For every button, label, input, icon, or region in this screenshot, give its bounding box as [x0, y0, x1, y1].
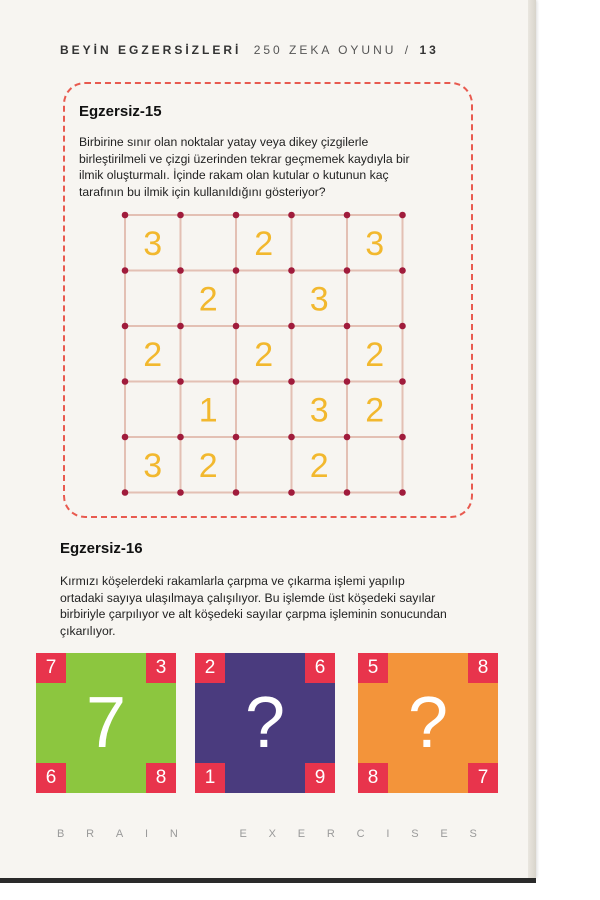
- grid-dot[interactable]: [344, 212, 351, 219]
- grid-cell-number: 3: [143, 446, 163, 485]
- grid-dot[interactable]: [122, 378, 129, 385]
- corner-top-left: 2: [195, 653, 225, 683]
- corner-bottom-left: 1: [195, 763, 225, 793]
- exercise16-description: [60, 573, 447, 639]
- corner-bottom-left: 8: [358, 763, 388, 793]
- corner-bottom-right: 9: [305, 763, 335, 793]
- footer-letter: C: [356, 828, 365, 840]
- exercise15-title: Egzersiz-15: [79, 103, 162, 120]
- number-square-3: [358, 653, 498, 793]
- footer-letter: A: [115, 828, 124, 840]
- corner-top-left: 7: [36, 653, 66, 683]
- grid-dot[interactable]: [122, 323, 129, 330]
- grid-dot[interactable]: [344, 489, 351, 496]
- corner-top-left: 5: [358, 653, 388, 683]
- grid-cell-number: 2: [365, 335, 385, 374]
- number-square-2: [195, 653, 335, 793]
- grid-dot[interactable]: [233, 323, 240, 330]
- grid-dot[interactable]: [233, 434, 240, 441]
- exercise16-description-line: Kırmızı köşelerdeki rakamlarla çarpma ve çıkarma işlemi yapılıp: [60, 574, 405, 588]
- footer-letter: E: [440, 828, 448, 840]
- grid-dot[interactable]: [177, 434, 184, 441]
- footer-letter: R: [326, 828, 335, 840]
- exercise16-title: Egzersiz-16: [60, 540, 143, 557]
- grid-dot[interactable]: [177, 378, 184, 385]
- grid-dot[interactable]: [399, 434, 406, 441]
- grid-cell-number: 3: [365, 224, 385, 263]
- footer-letter: B: [57, 828, 65, 840]
- grid-cell-number: 1: [198, 391, 218, 430]
- footer-letter: S: [469, 828, 477, 840]
- grid-dot[interactable]: [399, 267, 406, 274]
- grid-cell-number: 2: [309, 446, 329, 485]
- grid-dot[interactable]: [122, 267, 129, 274]
- grid-dot[interactable]: [122, 434, 129, 441]
- header-separator: /: [404, 43, 412, 57]
- exercise15-description-line: ilmik oluşturmalı. İçinde rakam olan kutular o kutunun kaç: [79, 168, 389, 182]
- number-square-1: [36, 653, 176, 793]
- grid-dot[interactable]: [177, 489, 184, 496]
- grid-dot[interactable]: [177, 267, 184, 274]
- footer-letter: I: [145, 828, 149, 840]
- footer-letter: E: [297, 828, 306, 840]
- exercise16-description-line: birbiriyle çarpılıyor ve alt köşedeki sayılar çarpma işleminin sonucundan: [60, 607, 447, 621]
- footer-letter: R: [86, 828, 95, 840]
- grid-dot[interactable]: [288, 323, 295, 330]
- grid-cell-number: 2: [198, 446, 218, 485]
- grid-cell-number: 2: [143, 335, 163, 374]
- exercise16-description-line: ortadaki sayıya ulaşılmaya çalışılıyor. Bu işlemde üst köşedeki sayılar: [60, 590, 436, 605]
- footer-letter: X: [268, 828, 276, 840]
- footer-letter: I: [386, 828, 390, 840]
- grid-dot[interactable]: [177, 323, 184, 330]
- grid-cell-number: 2: [365, 391, 385, 430]
- corner-top-right: 3: [146, 653, 176, 683]
- grid-cell-number: 3: [309, 391, 329, 430]
- footer-word-gap: [200, 828, 218, 840]
- grid-dot[interactable]: [344, 323, 351, 330]
- corner-top-right: 6: [305, 653, 335, 683]
- grid-dot[interactable]: [344, 434, 351, 441]
- footer-letter: N: [169, 828, 178, 840]
- grid-dot[interactable]: [288, 378, 295, 385]
- footer-letter: E: [239, 828, 247, 840]
- exercise15-description-line: tarafının bu ilmik için kullanıldığını gösteriyor?: [79, 184, 326, 199]
- square-center-value: ?: [244, 683, 286, 763]
- square-center-value: ?: [407, 683, 449, 763]
- grid-cell-number: 3: [309, 280, 329, 319]
- footer-letter: S: [411, 828, 419, 840]
- grid-dot[interactable]: [177, 212, 184, 219]
- grid-cell-number: 3: [143, 224, 163, 263]
- grid-dot[interactable]: [233, 267, 240, 274]
- grid-dot[interactable]: [233, 489, 240, 496]
- exercise16-description-line: çıkarılıyor.: [60, 623, 116, 638]
- grid-cell-number: 2: [254, 224, 274, 263]
- grid-dot[interactable]: [399, 212, 406, 219]
- corner-bottom-right: 7: [468, 763, 498, 793]
- grid-cell-number: 2: [198, 280, 218, 319]
- exercise15-description-line: birleştirilmeli ve çizgi üzerinden tekrar geçmemek kaydıyla bir: [79, 151, 410, 166]
- corner-bottom-left: 6: [36, 763, 66, 793]
- square-center-value: 7: [85, 683, 127, 763]
- exercise15-description-line: Birbirine sınır olan noktalar yatay veya dikey çizgilerle: [79, 135, 369, 149]
- grid-dot[interactable]: [344, 378, 351, 385]
- grid-cell-number: 2: [254, 335, 274, 374]
- grid-dot[interactable]: [288, 212, 295, 219]
- grid-dot[interactable]: [288, 267, 295, 274]
- grid-dot[interactable]: [399, 489, 406, 496]
- grid-dot[interactable]: [233, 378, 240, 385]
- grid-dot[interactable]: [288, 434, 295, 441]
- corner-bottom-right: 8: [146, 763, 176, 793]
- header-book: 250 ZEKA OYUNU: [253, 43, 397, 57]
- grid-dot[interactable]: [344, 267, 351, 274]
- grid-dot[interactable]: [122, 489, 129, 496]
- header-section: BEYİN EGZERSİZLERİ: [60, 43, 242, 57]
- grid-dot[interactable]: [233, 212, 240, 219]
- page-footer: [57, 828, 477, 840]
- corner-top-right: 8: [468, 653, 498, 683]
- grid-dot[interactable]: [122, 212, 129, 219]
- grid-dot[interactable]: [288, 489, 295, 496]
- grid-dot[interactable]: [399, 378, 406, 385]
- grid-dot[interactable]: [399, 323, 406, 330]
- header-page-number: 13: [419, 43, 439, 57]
